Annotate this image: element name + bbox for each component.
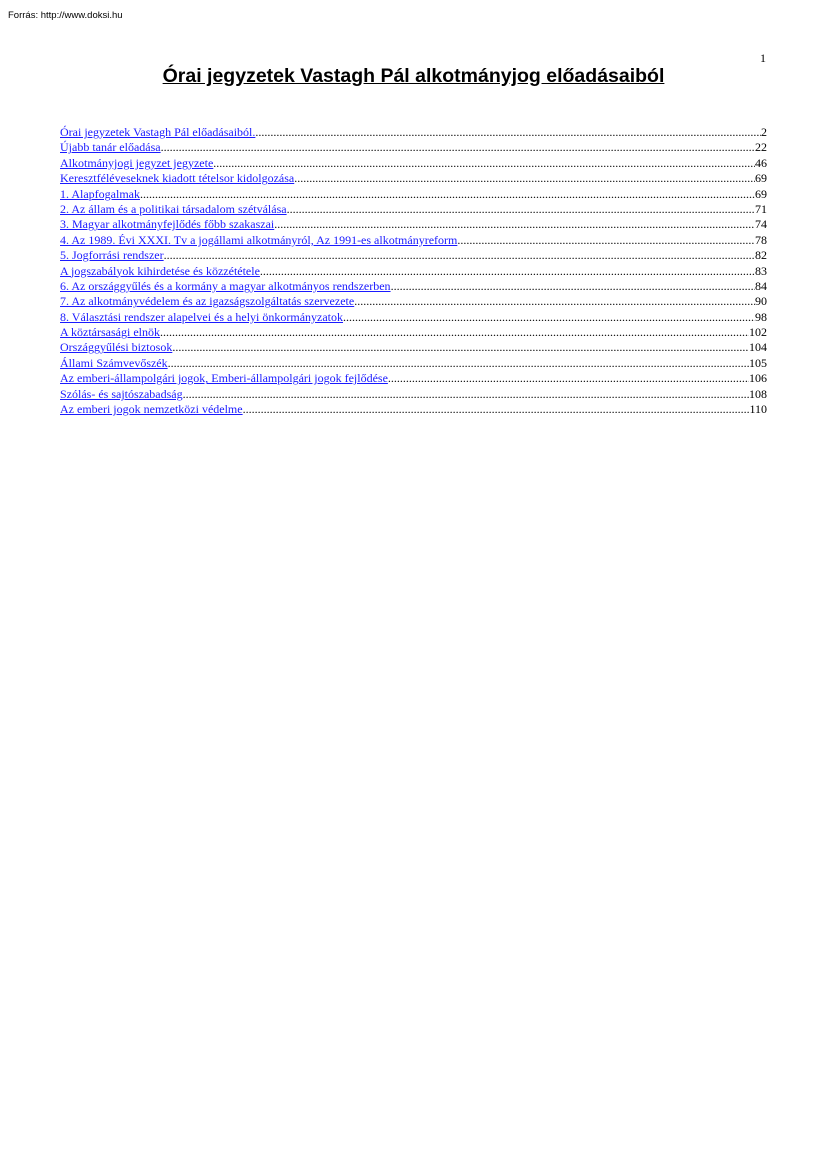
toc-page-number: 102 <box>749 325 767 340</box>
toc-leader-dots <box>140 187 755 202</box>
toc-link[interactable]: Országgyűlési biztosok <box>60 340 173 355</box>
toc-page-number: 90 <box>755 294 767 309</box>
toc-entry <box>60 371 767 386</box>
toc-leader-dots <box>168 356 749 371</box>
toc-page-number: 82 <box>755 248 767 263</box>
toc-leader-dots <box>255 125 761 140</box>
toc-page-number: 78 <box>755 232 767 247</box>
toc-entry <box>60 325 767 340</box>
table-of-contents <box>60 125 767 417</box>
toc-link[interactable]: Újabb tanár előadása <box>60 140 161 155</box>
toc-link[interactable]: 1. Alapfogalmak <box>60 186 140 201</box>
toc-entry <box>60 356 767 371</box>
toc-entry <box>60 340 767 355</box>
toc-link[interactable]: 3. Magyar alkotmányfejlődés főbb szakaszai <box>60 217 275 232</box>
toc-leader-dots <box>287 202 755 217</box>
toc-entry <box>60 310 767 325</box>
toc-leader-dots <box>243 402 750 417</box>
toc-page-number: 104 <box>749 340 767 355</box>
toc-link[interactable]: 5. Jogforrási rendszer <box>60 248 164 263</box>
toc-leader-dots <box>164 248 755 263</box>
toc-entry <box>60 217 767 232</box>
toc-leader-dots <box>388 371 749 386</box>
toc-entry <box>60 202 767 217</box>
toc-page-number: 74 <box>755 217 767 232</box>
toc-entry <box>60 387 767 402</box>
document-title: Órai jegyzetek Vastagh Pál alkotmányjog előadásaiból <box>162 65 665 87</box>
toc-page-number: 69 <box>755 186 767 201</box>
toc-link[interactable]: 6. Az országgyűlés és a kormány a magyar alkotmányos rendszerben <box>60 278 391 293</box>
toc-leader-dots <box>172 340 749 355</box>
toc-link[interactable]: Az emberi jogok nemzetközi védelme <box>60 402 243 417</box>
toc-leader-dots <box>343 310 755 325</box>
toc-leader-dots <box>160 325 749 340</box>
toc-page-number: 106 <box>749 371 767 386</box>
toc-page-number: 98 <box>755 309 767 324</box>
toc-page-number: 83 <box>755 263 767 278</box>
toc-link[interactable]: Az emberi-állampolgári jogok, Emberi-állampolgári jogok fejlődése <box>60 371 388 386</box>
toc-page-number: 69 <box>755 171 767 186</box>
toc-entry <box>60 156 767 171</box>
toc-leader-dots <box>354 294 755 309</box>
toc-leader-dots <box>294 171 755 186</box>
toc-entry <box>60 125 767 140</box>
toc-leader-dots <box>260 264 755 279</box>
toc-link[interactable]: Keresztféléveseknek kiadott tételsor kidolgozása <box>60 171 295 186</box>
toc-link[interactable]: A köztársasági elnök <box>60 325 160 340</box>
toc-entry <box>60 264 767 279</box>
toc-page-number: 108 <box>749 386 767 401</box>
toc-page-number: 110 <box>749 402 767 417</box>
toc-entry <box>60 279 767 294</box>
toc-link[interactable]: 7. Az alkotmányvédelem és az igazságszolgáltatás szervezete <box>60 294 355 309</box>
toc-link[interactable]: Szólás- és sajtószabadság <box>60 386 183 401</box>
toc-leader-dots <box>213 156 755 171</box>
toc-link[interactable]: 2. Az állam és a politikai társadalom szétválása <box>60 201 287 216</box>
toc-page-number: 84 <box>755 278 767 293</box>
toc-entry <box>60 248 767 263</box>
toc-entry <box>60 187 767 202</box>
toc-page-number: 2 <box>761 125 767 139</box>
toc-link[interactable]: Órai jegyzetek Vastagh Pál előadásaiból. <box>60 125 256 139</box>
toc-link[interactable]: 4. Az 1989. Évi XXXI. Tv a jogállami alkotmányról, Az 1991-es alkotmányreform <box>60 232 458 247</box>
toc-entry <box>60 402 767 417</box>
toc-link[interactable]: Állami Számvevőszék <box>60 355 168 370</box>
page-number: 1 <box>760 51 766 65</box>
toc-entry <box>60 233 767 248</box>
toc-link[interactable]: 8. Választási rendszer alapelvei és a helyi önkormányzatok <box>60 309 344 324</box>
toc-entry <box>60 140 767 155</box>
source-note: Forrás: http://www.doksi.hu <box>8 10 123 21</box>
toc-leader-dots <box>457 233 755 248</box>
toc-page-number: 46 <box>755 155 767 170</box>
toc-leader-dots <box>161 140 755 155</box>
toc-entry <box>60 294 767 309</box>
toc-link[interactable]: A jogszabályok kihirdetése és közzététele <box>60 263 260 278</box>
toc-page-number: 71 <box>755 201 767 216</box>
toc-page-number: 105 <box>749 355 767 370</box>
toc-leader-dots <box>274 217 755 232</box>
toc-leader-dots <box>391 279 755 294</box>
toc-page-number: 22 <box>755 140 767 155</box>
toc-link[interactable]: Alkotmányjogi jegyzet jegyzete <box>60 155 214 170</box>
toc-leader-dots <box>183 387 749 402</box>
toc-entry <box>60 171 767 186</box>
